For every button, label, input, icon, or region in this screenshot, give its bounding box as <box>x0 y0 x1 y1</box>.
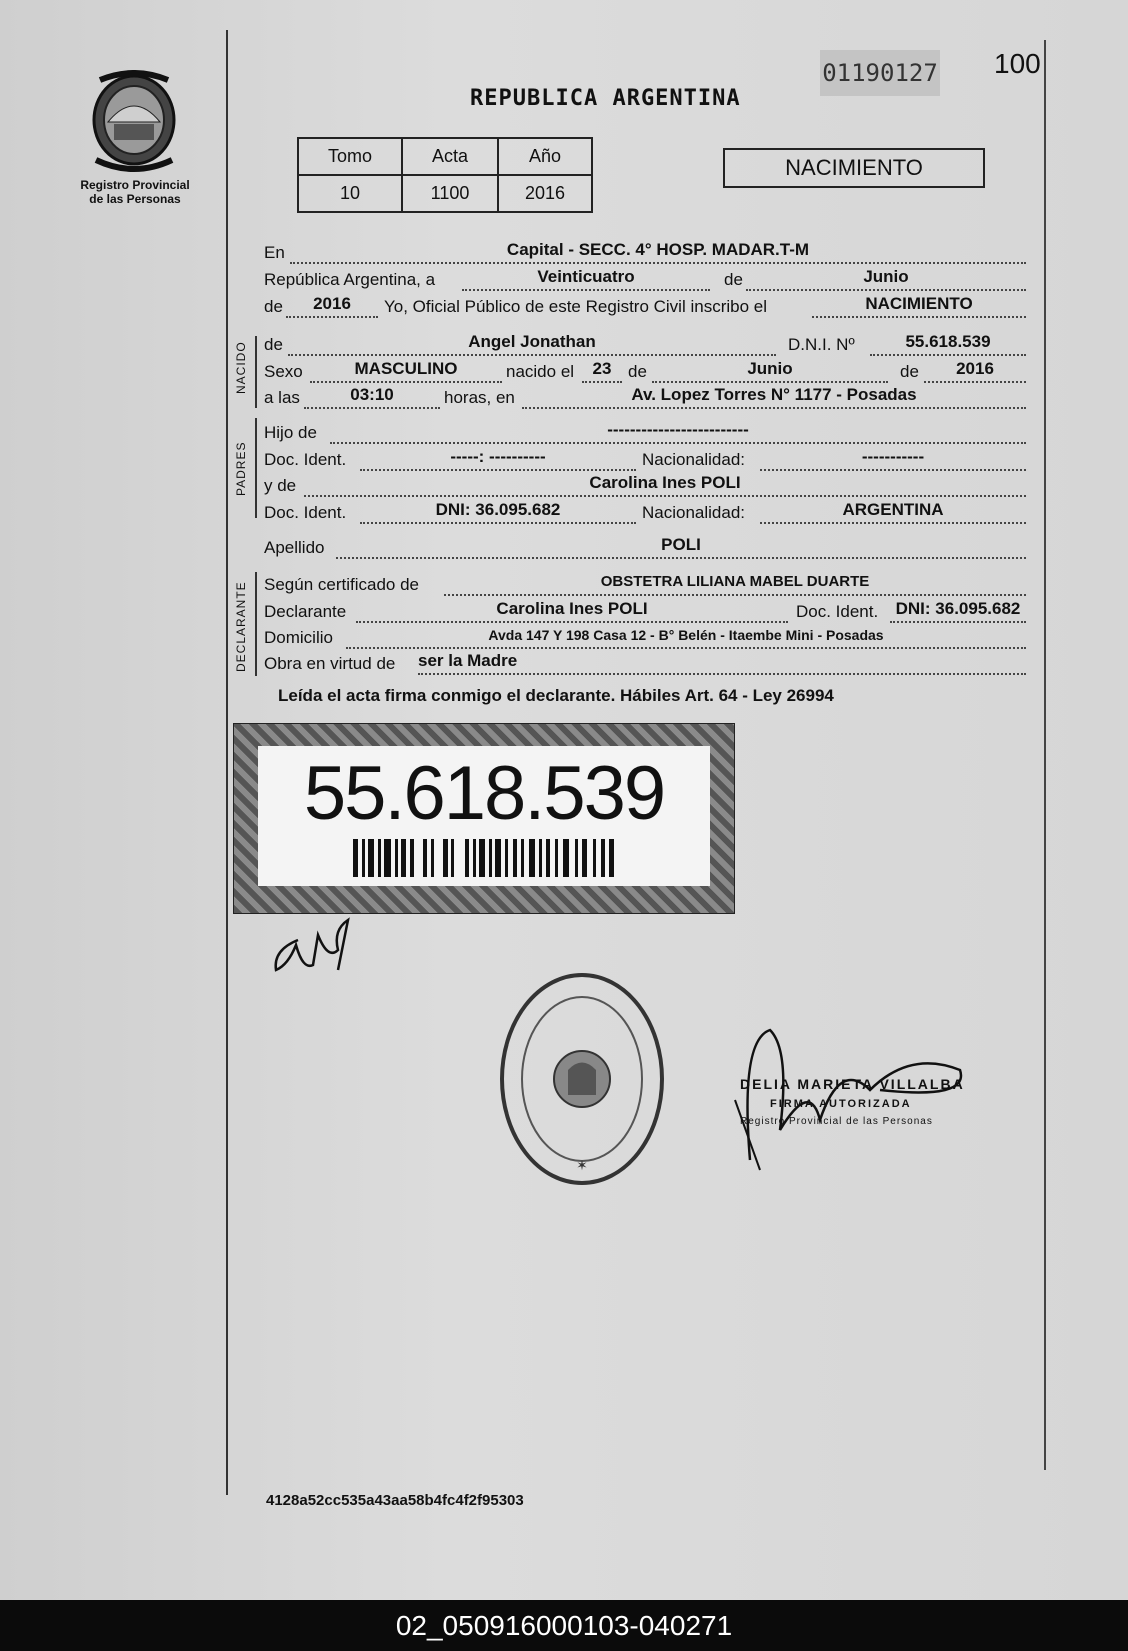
official-stamp-icon <box>498 970 666 1188</box>
label-doc-ident-mother: Doc. Ident. <box>264 503 347 522</box>
dni-sticker <box>233 723 735 914</box>
label-segun: Según certificado de <box>264 575 419 594</box>
right-margin-line <box>1044 40 1046 1470</box>
label-domicilio: Domicilio <box>264 628 333 647</box>
label-declarant-doc: Doc. Ident. <box>796 602 879 621</box>
section-declarante: DECLARANTE <box>234 581 248 672</box>
row-year <box>264 295 1026 319</box>
row-capacity <box>264 652 1026 676</box>
declarante-bracket <box>255 572 257 676</box>
field-father-name: ------------------------- <box>330 421 1026 444</box>
label-y-de: y de <box>264 476 297 495</box>
padres-bracket <box>255 418 257 518</box>
label-yo: Yo, Oficial Público de este Registro Civil inscribo el <box>384 297 767 316</box>
label-mother-nationality: Nacionalidad: <box>642 503 746 522</box>
row-mother <box>264 474 1026 498</box>
value-anio: 2016 <box>498 175 592 212</box>
header-tomo: Tomo <box>298 138 402 175</box>
sticker-label <box>258 746 710 886</box>
label-de-name: de <box>264 335 283 354</box>
provincial-shield-icon <box>86 70 182 174</box>
field-mother-nationality: ARGENTINA <box>760 501 1026 524</box>
left-margin-line <box>226 30 228 1495</box>
authority-office: Registro Provincial de las Personas <box>740 1116 933 1127</box>
authority-name: DELIA MARIETA VILLALBA <box>740 1076 965 1092</box>
sticker-dni-number: 55.618.539 <box>303 751 665 836</box>
row-father <box>264 421 1026 445</box>
row-name <box>264 333 1026 357</box>
field-mother-doc: DNI: 36.095.682 <box>360 501 636 524</box>
field-birth-year: 2016 <box>924 360 1026 383</box>
label-doc-ident-father: Doc. Ident. <box>264 450 347 469</box>
field-birth-place: Av. Lopez Torres N° 1177 - Posadas <box>522 386 1026 409</box>
field-name: Angel Jonathan <box>288 333 776 356</box>
row-place <box>264 241 1026 265</box>
field-day-words: Veinticuatro <box>462 268 710 291</box>
field-certificate: OBSTETRA LILIANA MABEL DUARTE <box>444 573 1026 596</box>
header-anio: Año <box>498 138 592 175</box>
field-act-type: NACIMIENTO <box>812 295 1026 318</box>
row-mother-doc <box>264 501 1026 525</box>
row-certificate <box>264 573 1026 597</box>
field-mother-name: Carolina Ines POLI <box>304 474 1026 497</box>
nacido-bracket <box>255 336 257 408</box>
footer-code: 02_050916000103-040271 <box>0 1600 1128 1651</box>
barcode-icon <box>353 839 615 877</box>
svg-text:✶: ✶ <box>576 1158 588 1174</box>
field-year: 2016 <box>286 295 378 318</box>
field-birth-time: 03:10 <box>304 386 440 409</box>
value-tomo: 10 <box>298 175 402 212</box>
serial-number: 01190127 <box>820 50 940 96</box>
authority-title: FIRMA AUTORIZADA <box>770 1098 912 1110</box>
row-date <box>264 268 1026 292</box>
label-en: En <box>264 243 285 262</box>
document-hash: 4128a52cc535a43aa58b4fc4f2f95303 <box>266 1492 524 1509</box>
label-dni: D.N.I. Nº <box>788 335 855 354</box>
field-sex: MASCULINO <box>310 360 502 383</box>
label-obra: Obra en virtud de <box>264 654 396 673</box>
field-birth-day: 23 <box>582 360 622 383</box>
row-father-doc <box>264 448 1026 472</box>
row-time <box>264 386 1026 410</box>
label-de-bmonth: de <box>628 362 647 381</box>
declarant-signature-icon <box>268 910 368 980</box>
section-nacido: NACIDO <box>234 341 248 394</box>
label-de-byear: de <box>900 362 919 381</box>
agency-caption: Registro Provincial de las Personas <box>80 178 190 206</box>
row-surname <box>264 536 1026 560</box>
label-horas-en: horas, en <box>444 388 515 407</box>
field-surname: POLI <box>336 536 1026 559</box>
country-title: REPUBLICA ARGENTINA <box>470 86 741 111</box>
section-padres: PADRES <box>234 441 248 496</box>
page-number: 100 <box>994 48 1041 79</box>
field-month: Junio <box>746 268 1026 291</box>
row-declarant <box>264 600 1026 624</box>
header-acta: Acta <box>402 138 498 175</box>
label-apellido: Apellido <box>264 538 325 557</box>
value-acta: 1100 <box>402 175 498 212</box>
label-declarante: Declarante <box>264 602 347 621</box>
field-declarant-doc: DNI: 36.095.682 <box>890 600 1026 623</box>
field-address: Avda 147 Y 198 Casa 12 - B° Belén - Itaembe Mini - Posadas <box>346 626 1026 649</box>
label-hijo-de: Hijo de <box>264 423 317 442</box>
field-birth-month: Junio <box>652 360 888 383</box>
row-sex <box>264 360 1026 384</box>
register-table <box>297 137 593 213</box>
label-sexo: Sexo <box>264 362 303 381</box>
field-capacity: ser la Madre <box>418 652 1026 675</box>
record-type-box: NACIMIENTO <box>723 148 985 188</box>
field-father-doc: -----: ---------- <box>360 448 636 471</box>
field-place: Capital - SECC. 4° HOSP. MADAR.T-M <box>290 241 1026 264</box>
label-nacido-el: nacido el <box>506 362 575 381</box>
label-republica: República Argentina, a <box>264 270 436 289</box>
label-de-month: de <box>724 270 743 289</box>
label-a-las: a las <box>264 388 300 407</box>
label-father-nationality: Nacionalidad: <box>642 450 746 469</box>
field-dni: 55.618.539 <box>870 333 1026 356</box>
row-address <box>264 626 1026 650</box>
label-de-year: de <box>264 297 283 316</box>
field-declarant: Carolina Ines POLI <box>356 600 788 623</box>
closing-note: Leída el acta firma conmigo el declarante. Hábiles Art. 64 - Ley 26994 <box>278 686 834 705</box>
field-father-nationality: ----------- <box>760 448 1026 471</box>
